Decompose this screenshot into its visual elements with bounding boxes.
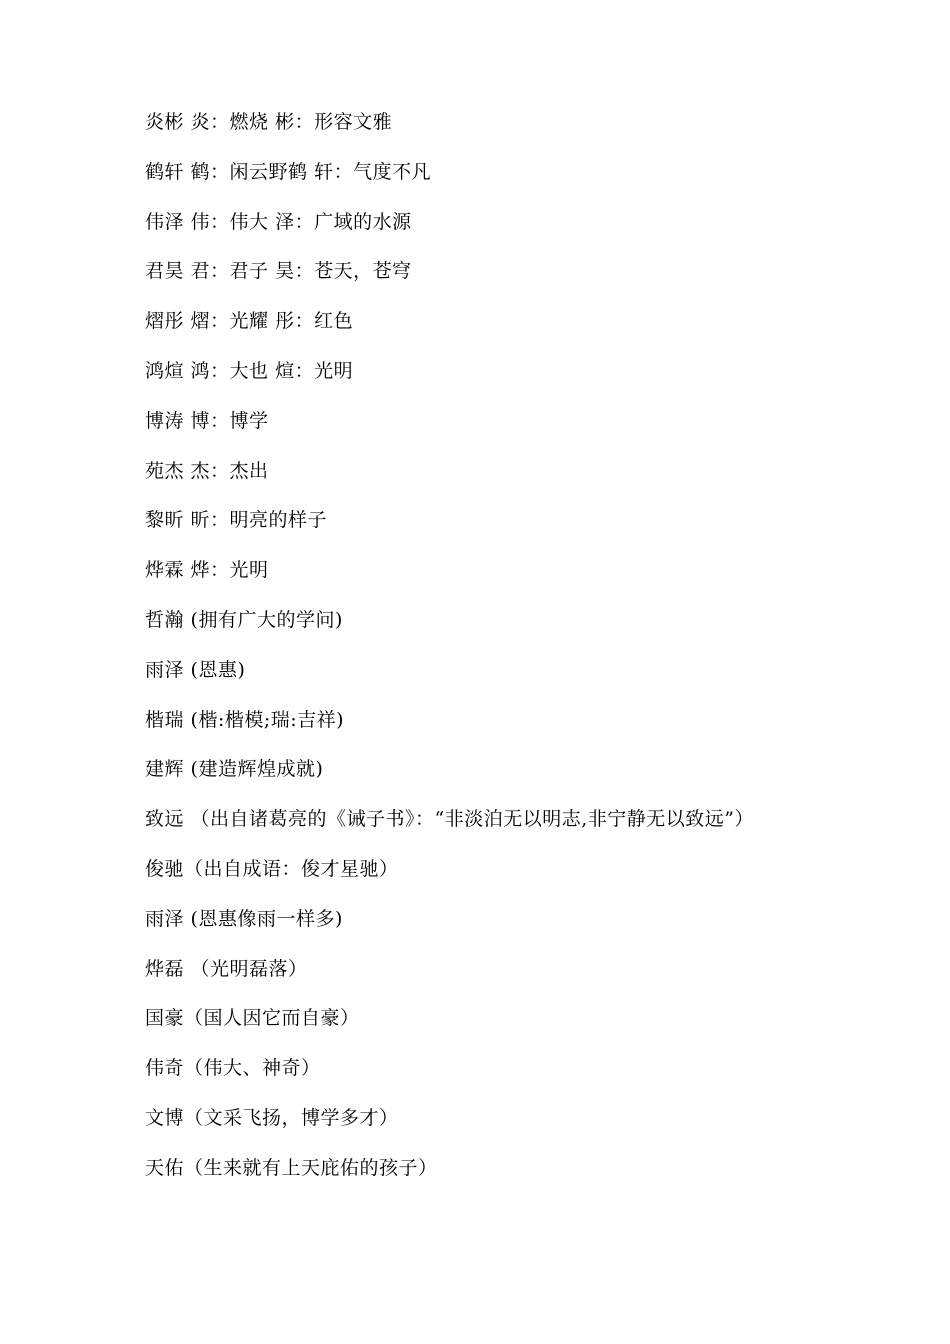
name-entry: 君昊 君：君子 昊：苍天，苍穹: [145, 260, 412, 283]
name-entry: 国豪（国人因它而自豪）: [145, 1007, 360, 1030]
name-entry: 文博（文采飞扬，博学多才）: [145, 1106, 399, 1129]
name-entry: 熠彤 熠：光耀 彤：红色: [145, 310, 354, 333]
name-entry: 鸿煊 鸿：大也 煊：光明: [145, 359, 354, 382]
name-entry: 楷瑞 (楷:楷模;瑞:吉祥): [145, 708, 345, 731]
name-entry: 建辉 (建造辉煌成就): [145, 758, 324, 781]
name-entry: 伟泽 伟：伟大 泽：广域的水源: [145, 210, 412, 233]
name-entry: 黎昕 昕：明亮的样子: [145, 509, 328, 532]
name-entry: 苑杰 杰：杰出: [145, 459, 269, 482]
name-entry: 致远 （出自诸葛亮的《诫子书》：“非淡泊无以明志,非宁静无以致远”）: [145, 808, 755, 831]
name-list: [145, 106, 925, 1202]
name-entry: 雨泽 (恩惠): [145, 658, 246, 681]
name-entry: 雨泽 (恩惠像雨一样多): [145, 907, 343, 930]
name-entry: 天佑（生来就有上天庇佑的孩子）: [145, 1156, 438, 1179]
name-entry: 博涛 博：博学: [145, 409, 269, 432]
name-entry: 鹤轩 鹤：闲云野鹤 轩：气度不凡: [145, 160, 432, 183]
name-entry: 伟奇（伟大、神奇）: [145, 1057, 321, 1080]
name-entry: 烨霖 烨：光明: [145, 559, 269, 582]
name-entry: 哲瀚 (拥有广大的学问): [145, 608, 343, 631]
name-entry: 俊驰（出自成语：俊才星驰）: [145, 857, 399, 880]
name-entry: 炎彬 炎：燃烧 彬：形容文雅: [145, 111, 393, 133]
name-entry: 烨磊 （光明磊落）: [145, 957, 308, 980]
